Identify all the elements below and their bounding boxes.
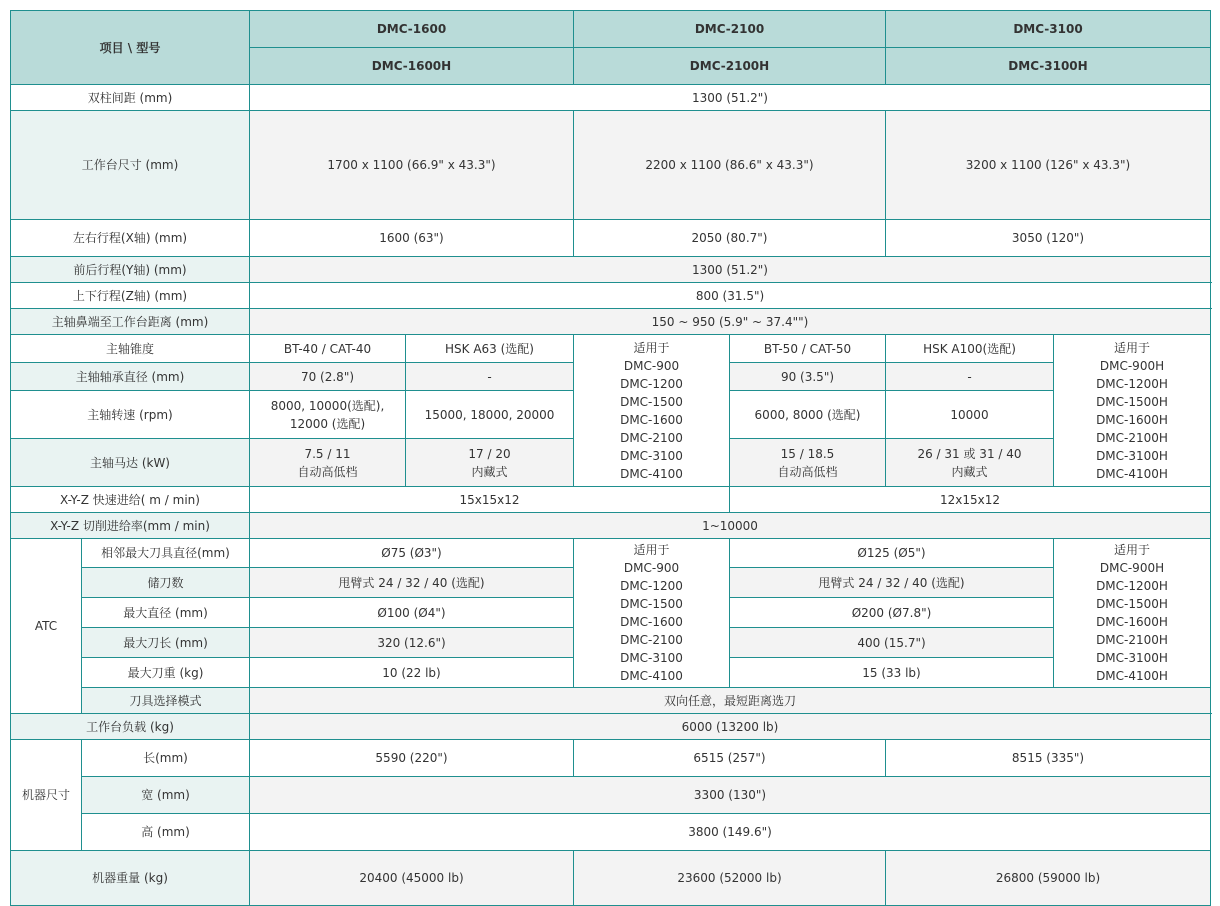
row-value: 3200 x 1100 (126" x 43.3") bbox=[886, 111, 1211, 220]
applies-model: DMC-2100 bbox=[620, 633, 683, 647]
applies-title: 适用于 bbox=[633, 543, 670, 557]
row-value: 320 (12.6") bbox=[250, 628, 574, 658]
applies-model: DMC-2100H bbox=[1096, 633, 1168, 647]
applies-model: DMC-4100H bbox=[1096, 466, 1168, 481]
row-label: 主轴马达 (kW) bbox=[11, 439, 250, 487]
row-value: 1600 (63") bbox=[250, 220, 574, 257]
row-label: 主轴轴承直径 (mm) bbox=[11, 363, 250, 391]
applies-model: DMC-900H bbox=[1099, 358, 1165, 373]
row-value: 26 / 31 或 31 / 40 内藏式 bbox=[886, 439, 1054, 487]
row-value: Ø200 (Ø7.8") bbox=[730, 598, 1054, 628]
applies-model: DMC-2100H bbox=[1096, 430, 1168, 445]
row-value: 400 (15.7") bbox=[730, 628, 1054, 658]
row-value: 20400 (45000 lb) bbox=[250, 851, 574, 906]
row-value: 26800 (59000 lb) bbox=[886, 851, 1211, 906]
row-value: HSK A100(选配) bbox=[886, 335, 1054, 363]
applies-model: DMC-1600H bbox=[1096, 615, 1168, 629]
row-label: 左右行程(X轴) (mm) bbox=[11, 220, 250, 257]
header-corner: 项目 \ 型号 bbox=[11, 11, 250, 85]
applies-model: DMC-1200H bbox=[1096, 579, 1168, 593]
atc-group-label: ATC bbox=[11, 539, 82, 714]
row-value: Ø125 (Ø5") bbox=[730, 539, 1054, 568]
row-value: 2050 (80.7") bbox=[574, 220, 886, 257]
row-value: 17 / 20 内藏式 bbox=[406, 439, 574, 487]
row-value: 6515 (257") bbox=[574, 740, 886, 777]
row-value: - bbox=[886, 363, 1054, 391]
row-table-load bbox=[11, 714, 1211, 740]
row-column-distance bbox=[11, 85, 1211, 111]
applies-model: DMC-900 bbox=[623, 358, 680, 373]
row-value: 150 ~ 950 (5.9" ~ 37.4"") bbox=[250, 309, 1211, 335]
row-machine-width bbox=[11, 777, 1211, 814]
machine-size-group-label: 机器尺寸 bbox=[11, 740, 82, 851]
model-header: DMC-3100 bbox=[886, 11, 1211, 48]
row-value: 10 (22 lb) bbox=[250, 658, 574, 688]
applies-model: DMC-3100 bbox=[620, 448, 683, 463]
row-value: Ø100 (Ø4") bbox=[250, 598, 574, 628]
row-rapid-feed bbox=[11, 487, 1211, 513]
row-value: 3050 (120") bbox=[886, 220, 1211, 257]
row-value: 90 (3.5") bbox=[730, 363, 886, 391]
row-machine-length bbox=[11, 740, 1211, 777]
row-y-travel bbox=[11, 257, 1211, 283]
row-value: 3800 (149.6") bbox=[250, 814, 1211, 851]
row-table-size bbox=[11, 111, 1211, 220]
row-value: 7.5 / 11 自动高低档 bbox=[250, 439, 406, 487]
row-value: 70 (2.8") bbox=[250, 363, 406, 391]
applies-model: DMC-1500H bbox=[1096, 597, 1168, 611]
row-value: HSK A63 (选配) bbox=[406, 335, 574, 363]
row-machine-height bbox=[11, 814, 1211, 851]
row-label: 储刀数 bbox=[82, 568, 250, 598]
row-value: BT-40 / CAT-40 bbox=[250, 335, 406, 363]
row-x-travel bbox=[11, 220, 1211, 257]
applies-model: DMC-1600 bbox=[620, 615, 683, 629]
row-label: 工作台尺寸 (mm) bbox=[11, 111, 250, 220]
row-value: 双向任意，最短距离选刀 bbox=[250, 688, 1211, 714]
row-label: 工作台负载 (kg) bbox=[11, 714, 250, 740]
model-header: DMC-2100 bbox=[574, 11, 886, 48]
applies-model: DMC-4100H bbox=[1096, 669, 1168, 683]
applies-h-cell bbox=[1054, 335, 1211, 487]
row-value: 15 (33 lb) bbox=[730, 658, 1054, 688]
applies-model: DMC-900 bbox=[623, 561, 680, 575]
row-value: Ø75 (Ø3") bbox=[250, 539, 574, 568]
applies-std-cell bbox=[574, 335, 730, 487]
applies-title: 适用于 bbox=[633, 340, 670, 355]
row-label: 主轴鼻端至工作台距离 (mm) bbox=[11, 309, 250, 335]
applies-model: DMC-1600H bbox=[1096, 412, 1168, 427]
row-label: 机器重量 (kg) bbox=[11, 851, 250, 906]
row-atc-select-mode bbox=[11, 688, 1211, 714]
model-h-header: DMC-1600H bbox=[250, 48, 574, 85]
row-value: 6000 (13200 lb) bbox=[250, 714, 1211, 740]
row-value: 5590 (220") bbox=[250, 740, 574, 777]
row-value: 800 (31.5") bbox=[250, 283, 1211, 309]
row-value: 6000, 8000 (选配) bbox=[730, 391, 886, 439]
applies-model: DMC-1200H bbox=[1096, 376, 1168, 391]
applies-model: DMC-1200 bbox=[620, 376, 683, 391]
row-label: 相邻最大刀具直径(mm) bbox=[82, 539, 250, 568]
row-value: BT-50 / CAT-50 bbox=[730, 335, 886, 363]
row-label: X-Y-Z 快速进给( m / min) bbox=[11, 487, 250, 513]
row-value: 15x15x12 bbox=[250, 487, 730, 513]
row-value: 15 / 18.5 自动高低档 bbox=[730, 439, 886, 487]
row-nose-to-table bbox=[11, 309, 1211, 335]
row-label: 高 (mm) bbox=[82, 814, 250, 851]
applies-model: DMC-1500H bbox=[1096, 394, 1168, 409]
applies-model: DMC-1600 bbox=[620, 412, 683, 427]
applies-model: DMC-3100 bbox=[620, 651, 683, 665]
row-label: 主轴转速 (rpm) bbox=[11, 391, 250, 439]
row-spindle-taper bbox=[11, 335, 1211, 363]
row-value: 15000, 18000, 20000 bbox=[406, 391, 574, 439]
row-label: 宽 (mm) bbox=[82, 777, 250, 814]
row-value: 12x15x12 bbox=[730, 487, 1211, 513]
row-label: 前后行程(Y轴) (mm) bbox=[11, 257, 250, 283]
row-value: - bbox=[406, 363, 574, 391]
row-label: X-Y-Z 切削进给率(mm / min) bbox=[11, 513, 250, 539]
row-label: 最大刀长 (mm) bbox=[82, 628, 250, 658]
applies-title: 适用于 bbox=[1113, 340, 1150, 355]
applies-model: DMC-4100 bbox=[620, 466, 683, 481]
row-label: 双柱间距 (mm) bbox=[11, 85, 250, 111]
row-z-travel bbox=[11, 283, 1211, 309]
row-cutting-feed bbox=[11, 513, 1211, 539]
applies-model: DMC-1500 bbox=[620, 394, 683, 409]
spec-table-wrapper bbox=[10, 10, 1211, 906]
applies-h-cell bbox=[1054, 539, 1211, 688]
model-header: DMC-1600 bbox=[250, 11, 574, 48]
row-label: 最大刀重 (kg) bbox=[82, 658, 250, 688]
row-value: 1300 (51.2") bbox=[250, 85, 1211, 111]
model-h-header: DMC-2100H bbox=[574, 48, 886, 85]
row-value: 2200 x 1100 (86.6" x 43.3") bbox=[574, 111, 886, 220]
applies-model: DMC-2100 bbox=[620, 430, 683, 445]
row-value: 23600 (52000 lb) bbox=[574, 851, 886, 906]
row-label: 主轴锥度 bbox=[11, 335, 250, 363]
header-row-models bbox=[11, 11, 1211, 48]
row-label: 上下行程(Z轴) (mm) bbox=[11, 283, 250, 309]
row-value: 8000, 10000(选配), 12000 (选配) bbox=[250, 391, 406, 439]
row-machine-weight bbox=[11, 851, 1211, 906]
row-value: 1~10000 bbox=[250, 513, 1211, 539]
row-value: 甩臂式 24 / 32 / 40 (选配) bbox=[250, 568, 574, 598]
applies-model: DMC-1500 bbox=[620, 597, 683, 611]
row-value: 甩臂式 24 / 32 / 40 (选配) bbox=[730, 568, 1054, 598]
row-value: 3300 (130") bbox=[250, 777, 1211, 814]
model-h-header: DMC-3100H bbox=[886, 48, 1211, 85]
applies-model: DMC-3100H bbox=[1096, 651, 1168, 665]
applies-model: DMC-900H bbox=[1099, 561, 1165, 575]
applies-model: DMC-4100 bbox=[620, 669, 683, 683]
row-value: 1300 (51.2") bbox=[250, 257, 1211, 283]
applies-model: DMC-3100H bbox=[1096, 448, 1168, 463]
row-label: 最大直径 (mm) bbox=[82, 598, 250, 628]
spec-table bbox=[10, 10, 1211, 906]
applies-title: 适用于 bbox=[1113, 543, 1150, 557]
row-value: 1700 x 1100 (66.9" x 43.3") bbox=[250, 111, 574, 220]
row-label: 刀具选择模式 bbox=[82, 688, 250, 714]
row-value: 8515 (335") bbox=[886, 740, 1211, 777]
applies-std-cell bbox=[574, 539, 730, 688]
row-label: 长(mm) bbox=[82, 740, 250, 777]
row-value: 10000 bbox=[886, 391, 1054, 439]
row-atc-adj-tool-dia bbox=[11, 539, 1211, 568]
applies-model: DMC-1200 bbox=[620, 579, 683, 593]
